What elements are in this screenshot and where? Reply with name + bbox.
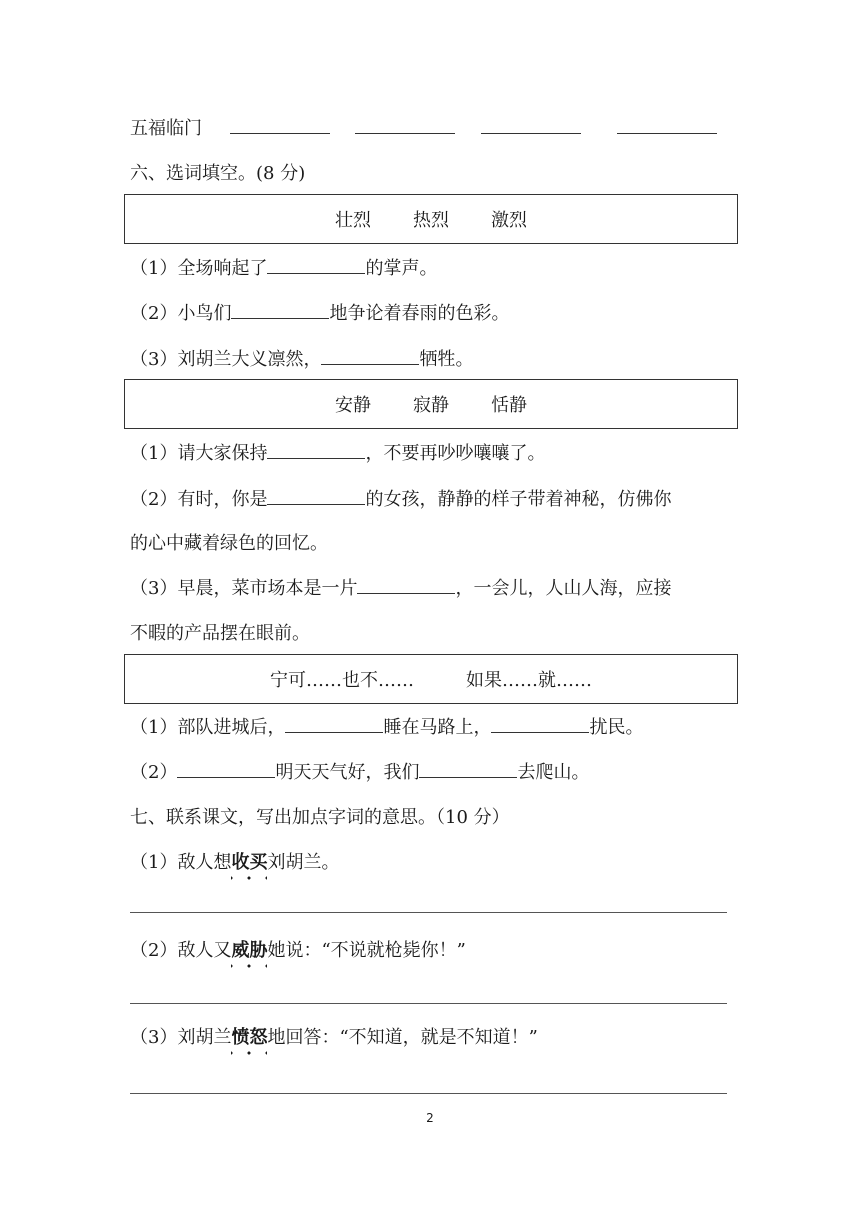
idiom-text: 五福临门 [130, 118, 202, 139]
answer-line[interactable] [130, 1093, 727, 1094]
blank[interactable] [355, 117, 455, 134]
page-number: 2 [426, 1111, 434, 1125]
section-heading-7: 七、联系课文，写出加点字词的意思。（10 分） [130, 807, 510, 828]
word-option: 热烈 [413, 210, 449, 231]
question-item: （2）敌人又威胁她说：“不说就枪毙你！” [130, 940, 466, 961]
blank[interactable] [230, 117, 330, 134]
question-item: （1）部队进城后， 睡在马路上， 扰民。 [130, 717, 644, 738]
dotted-word: 收买 [231, 852, 268, 873]
blank[interactable] [231, 302, 329, 319]
word-box-3 [124, 654, 738, 704]
word-box-2 [124, 379, 738, 429]
word-option: 寂静 [413, 395, 449, 416]
dotted-word: 威胁 [231, 940, 268, 961]
question-item: （2）小鸟们 地争论着春雨的色彩。 [130, 303, 510, 324]
blank[interactable] [419, 761, 517, 778]
question-item: （3）早晨，菜市场本是一片 ，一会儿，人山人海，应接 [130, 578, 672, 599]
blank[interactable] [617, 117, 717, 134]
blank[interactable] [177, 761, 275, 778]
question-item: （2） 明天天气好，我们 去爬山。 [130, 762, 590, 783]
blank[interactable] [267, 488, 365, 505]
idiom-row [130, 117, 717, 141]
word-option: 如果……就…… [466, 670, 592, 691]
question-item: （1）请大家保持 ，不要再吵吵嚷嚷了。 [130, 443, 546, 464]
word-option: 宁可……也不…… [270, 670, 414, 691]
word-box-1 [124, 194, 738, 244]
answer-line[interactable] [130, 912, 727, 913]
question-item-continuation: 不暇的产品摆在眼前。 [130, 623, 310, 644]
word-option: 壮烈 [335, 210, 371, 231]
question-item: （2）有时，你是 的女孩，静静的样子带着神秘，仿佛你 [130, 489, 672, 510]
question-item: （1）全场响起了 的掌声。 [130, 258, 438, 279]
blank[interactable] [491, 716, 589, 733]
question-item: （3）刘胡兰大义凛然， 牺牲。 [130, 349, 474, 370]
word-option: 安静 [335, 395, 371, 416]
answer-line[interactable] [130, 1003, 727, 1004]
blank[interactable] [267, 257, 365, 274]
blank[interactable] [357, 577, 455, 594]
word-option: 激烈 [491, 210, 527, 231]
section-heading-6: 六、选词填空。(8 分) [130, 163, 306, 184]
word-option: 恬静 [491, 395, 527, 416]
question-item-continuation: 的心中藏着绿色的回忆。 [130, 533, 328, 554]
blank[interactable] [267, 442, 365, 459]
blank[interactable] [481, 117, 581, 134]
question-item: （3）刘胡兰愤怒地回答：“不知道，就是不知道！” [130, 1027, 538, 1048]
blank[interactable] [285, 716, 383, 733]
question-item: （1）敌人想收买刘胡兰。 [130, 852, 340, 873]
blank[interactable] [321, 348, 419, 365]
dotted-word: 愤怒 [231, 1027, 268, 1048]
